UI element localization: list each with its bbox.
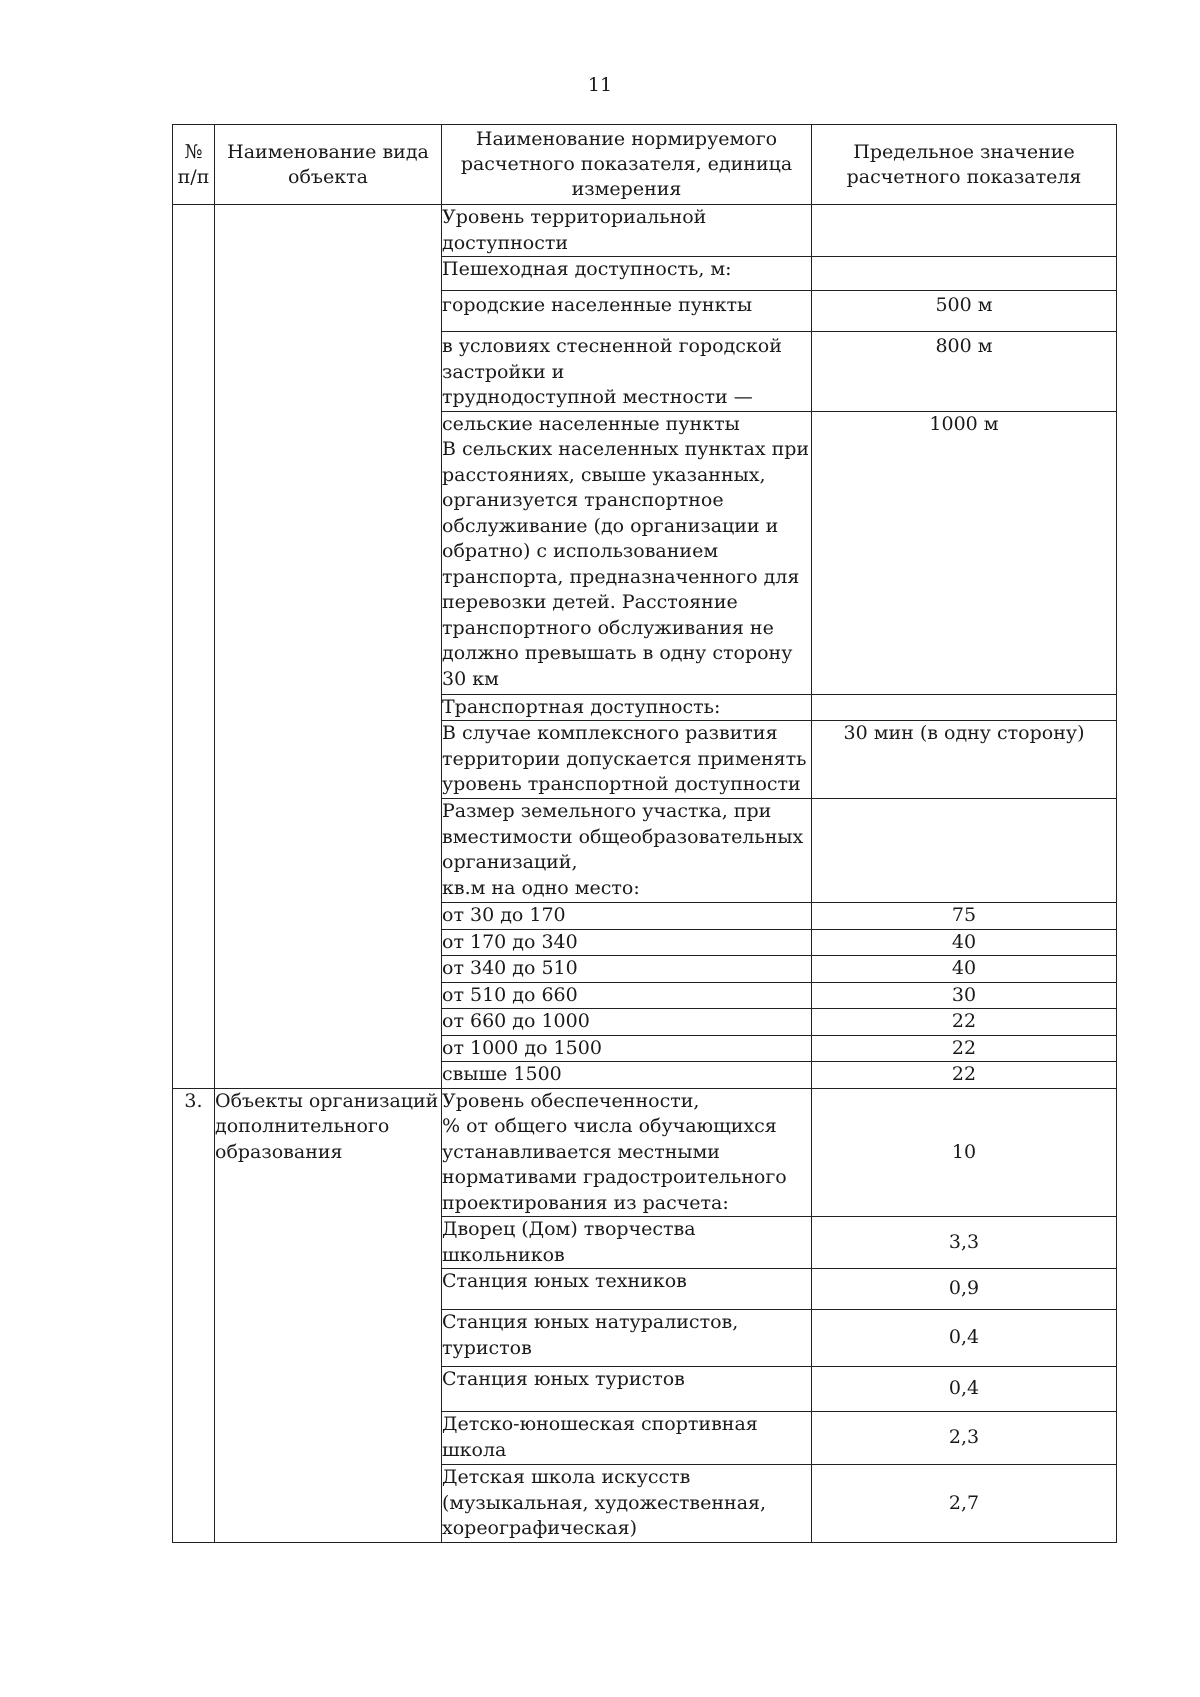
indicator-cell: от 30 до 170 [442,903,812,930]
value-cell: 0,9 [812,1269,1117,1310]
header-object-type: Наименование вида объекта [215,125,442,205]
indicator-cell: Уровень обеспеченности, % от общего числа обучающихся устанавливается местными нормативами градостроительного проектирования из расчета: [442,1088,812,1217]
indicator-cell: Пешеходная доступность, м: [442,257,812,291]
value-cell: 0,4 [812,1367,1117,1412]
indicator-cell: Размер земельного участка, при вместимости общеобразовательных организаций, кв.м на одно место: [442,799,812,903]
value-cell: 40 [812,929,1117,956]
value-cell: 40 [812,956,1117,983]
indicator-cell: в условиях стесненной городской застройки и труднодоступной местности — [442,332,812,412]
value-cell: 75 [812,903,1117,930]
indicator-cell: от 510 до 660 [442,982,812,1009]
value-cell: 22 [812,1062,1117,1089]
header-limit-value: Предельное значение расчетного показателя [812,125,1117,205]
header-indicator: Наименование нормируемого расчетного показателя, единица измерения [442,125,812,205]
indicator-cell: Транспортная доступность: [442,694,812,721]
value-cell: 800 м [812,332,1117,412]
indicator-cell: от 340 до 510 [442,956,812,983]
value-cell: 500 м [812,291,1117,332]
indicator-cell: Уровень территориальной доступности [442,205,812,257]
indicator-cell: Станция юных техников [442,1269,812,1310]
indicator-cell: от 660 до 1000 [442,1009,812,1036]
indicator-cell: Детская школа искусств (музыкальная, художественная, хореографическая) [442,1465,812,1543]
value-cell: 2,7 [812,1465,1117,1543]
value-cell: 22 [812,1009,1117,1036]
value-cell [812,694,1117,721]
value-cell: 10 [812,1088,1117,1217]
indicator-cell: от 1000 до 1500 [442,1035,812,1062]
value-cell: 2,3 [812,1412,1117,1465]
value-cell: 30 мин (в одну сторону) [812,721,1117,799]
value-cell: 22 [812,1035,1117,1062]
value-cell: 3,3 [812,1217,1117,1269]
value-cell [812,257,1117,291]
value-cell: 1000 м [812,411,1117,694]
table-row [173,1088,1117,1217]
object-type-cell [215,205,442,1089]
header-num: № п/п [173,125,215,205]
indicator-cell: Детско-юношеская спортивная школа [442,1412,812,1465]
indicator-cell: от 170 до 340 [442,929,812,956]
value-cell [812,205,1117,257]
table-row [173,205,1117,257]
indicator-cell: В случае комплексного развития территории допускается применять уровень транспортной доступности [442,721,812,799]
indicator-cell: Станция юных туристов [442,1367,812,1412]
indicator-cell: свыше 1500 [442,1062,812,1089]
value-cell: 0,4 [812,1310,1117,1367]
indicator-cell: Станция юных натуралистов, туристов [442,1310,812,1367]
section-object-type: Объекты организаций дополнительного образования [215,1088,442,1542]
header-row [173,125,1117,205]
indicator-cell: сельские населенные пункты В сельских населенных пунктах при расстояниях, свыше указанных, организуется транспортное обслуживание (до организации и обратно) с использованием транспорта, предназначенного для перевозки детей. Расстояние транспортного обслуживания не должно превышать в одну сторону 30 км [442,411,812,694]
row-num-cell [173,205,215,1089]
value-cell [812,799,1117,903]
norms-table [172,124,1117,1543]
section-number: 3. [173,1088,215,1542]
indicator-cell: Дворец (Дом) творчества школьников [442,1217,812,1269]
page-number: 11 [587,74,613,96]
value-cell: 30 [812,982,1117,1009]
indicator-cell: городские населенные пункты [442,291,812,332]
